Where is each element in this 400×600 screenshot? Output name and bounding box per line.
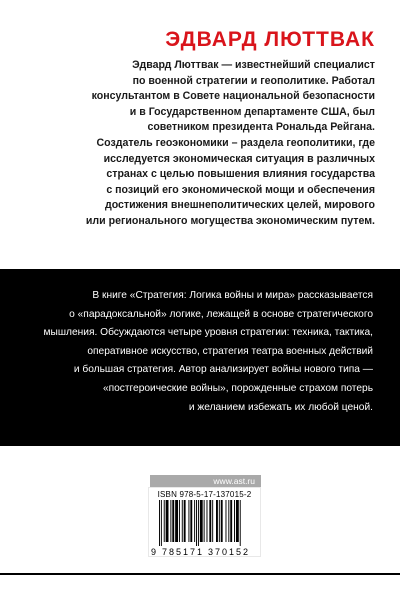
blurb-line: мышления. Обсуждаются четыре уровня стратегии: техника, тактика, [43, 327, 373, 339]
barcode-bar [188, 500, 189, 542]
blurb-line: и желанием избежать их любой ценой. [188, 401, 373, 413]
bio-line: с позиций его экономической мощи и обеспечения [106, 183, 375, 196]
blurb-line: В книге «Стратегия: Логика войны и мира» рассказывается [92, 290, 373, 301]
bio-line: Создатель геоэкономики – раздела геополитики, где [96, 136, 375, 149]
book-blurb [18, 287, 373, 417]
bio-line: и в Государственном департаменте США, был [129, 105, 375, 118]
barcode-bar [166, 500, 169, 542]
barcode-bar [159, 500, 160, 546]
barcode-digit-lead: 9 [151, 547, 157, 557]
barcode-bar [190, 500, 192, 542]
barcode-bar [196, 500, 197, 546]
bio-line: по военной стратегии и геополитике. Работал [132, 74, 375, 87]
bio-line: странах с целью повышения влияния государства [106, 168, 375, 181]
barcode-bar [198, 500, 199, 546]
barcode-bar [212, 500, 213, 542]
publisher-url: www.ast.ru [150, 475, 261, 487]
barcode-bar [184, 500, 186, 542]
bio-line: советником президента Рональда Рейгана. [147, 121, 375, 134]
barcode-bar [207, 500, 208, 542]
barcode-bar [221, 500, 223, 542]
bottom-rule [0, 573, 400, 575]
blurb-line: оперативное искусство, стратегия театра военных действий [87, 345, 373, 357]
barcode-bar [219, 500, 220, 542]
bio-line: или регионального могущества экономическим путем. [85, 214, 375, 227]
barcode-bar [204, 500, 205, 542]
barcode-digits-left: 785171 [162, 547, 202, 557]
barcode-bar [209, 500, 211, 542]
barcode-bar [170, 500, 171, 542]
blurb-line: «постгероические войны», порожденные страхом потерь [102, 382, 373, 394]
barcode-bar [228, 500, 229, 542]
barcode-bar [226, 500, 227, 542]
barcode-block [148, 487, 261, 557]
barcode-bar [216, 500, 218, 542]
isbn-label: ISBN 978-5-17-137015-2 [157, 490, 252, 499]
barcode-bar [194, 500, 195, 542]
barcode-bar [236, 500, 239, 542]
barcode-bar [164, 500, 165, 542]
barcode-bar [172, 500, 174, 542]
bio-line: Эдвард Люттвак — известнейший специалист [132, 59, 375, 71]
barcode-image [149, 500, 260, 557]
barcode-bar [175, 500, 178, 542]
barcode-digits-right: 370152 [208, 547, 248, 557]
barcode-bar [161, 500, 162, 546]
author-bio [18, 58, 375, 230]
bio-line: достижения внешнеполитических целей, мирового [104, 199, 375, 212]
blurb-line: и большая стратегия. Автор анализирует войны нового типа — [73, 364, 373, 376]
blurb-line: о «парадоксальной» логике, лежащей в основе стратегического [69, 308, 373, 320]
bio-line: исследуется экономическая ситуация в различных [103, 152, 375, 165]
blurb-band [0, 269, 400, 446]
author-name: ЭДВАРД ЛЮТТВАК [165, 28, 375, 51]
barcode-bar [234, 500, 235, 542]
barcode-bar [182, 500, 183, 542]
barcode-bar [230, 500, 232, 542]
barcode-bar [200, 500, 203, 542]
barcode-bar [179, 500, 180, 542]
bio-line: консультантом в Совете национальной безопасности [91, 90, 375, 103]
barcode-bar [240, 500, 241, 546]
